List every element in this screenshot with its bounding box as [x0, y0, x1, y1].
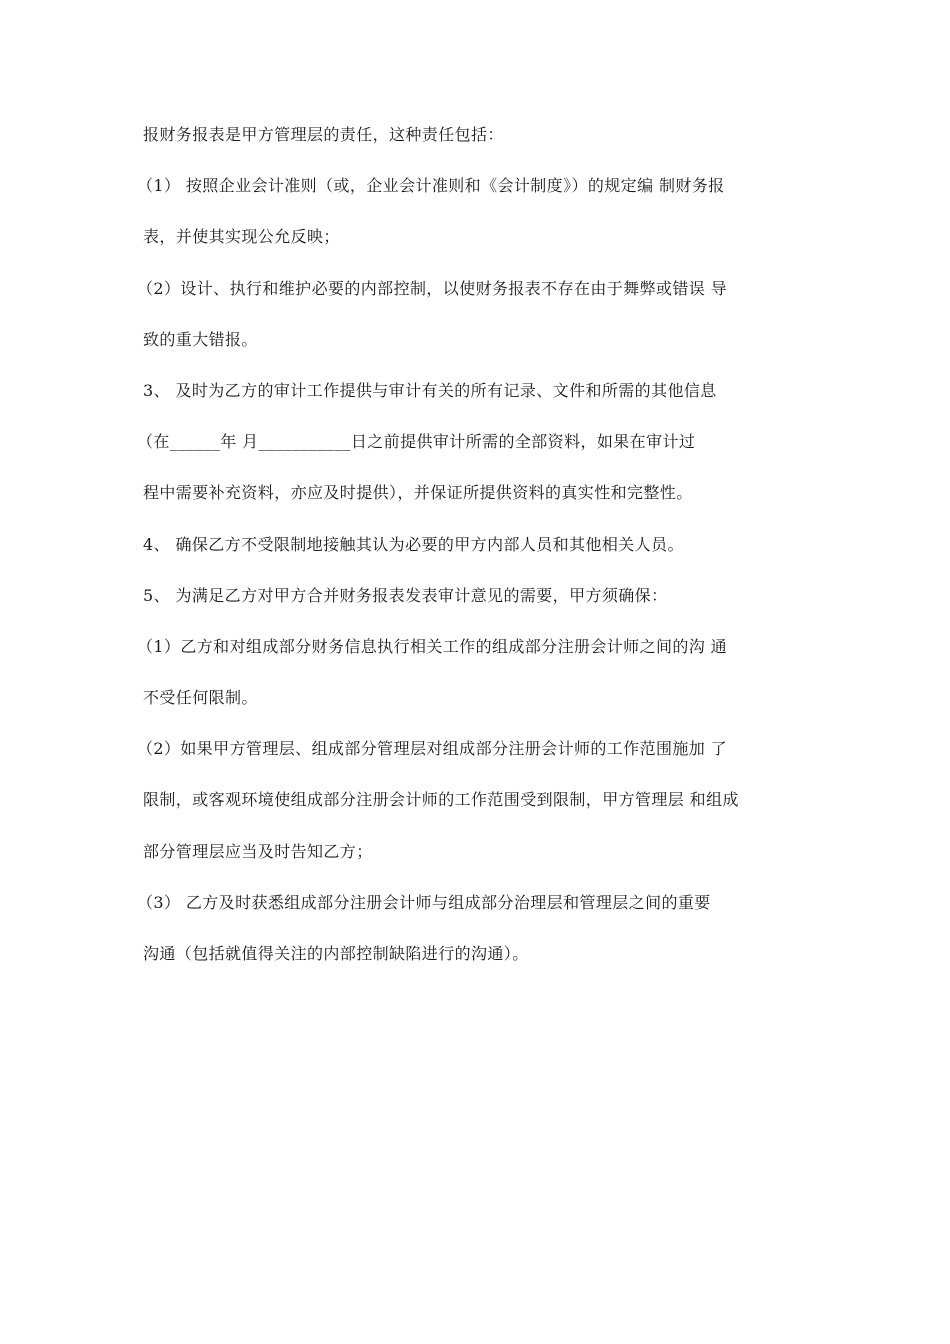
text-line: 沟通（包括就值得关注的内部控制缺陷进行的沟通）。 — [143, 944, 529, 963]
text-line: 部分管理层应当及时告知乙方； — [143, 841, 373, 861]
text-line: 致的重大错报。 — [143, 329, 258, 349]
text-line: 表，并使其实现公允反映； — [143, 227, 340, 247]
document-body — [137, 122, 823, 992]
text-line: （在______年 月___________日之前提供审计所需的全部资料，如果在审计过 — [137, 432, 696, 452]
text-line: （3） 乙方及时获悉组成部分注册会计师与组成部分治理层和管理层之间的重要 — [137, 892, 711, 912]
text-line: 不受任何限制。 — [143, 688, 258, 708]
text-line: （2）设计、执行和维护必要的内部控制，以使财务报表不存在由于舞弊或错误 导 — [137, 278, 728, 298]
text-line: 3、 及时为乙方的审计工作提供与审计有关的所有记录、文件和所需的其他信息 — [143, 380, 717, 400]
text-line: 程中需要补充资料，亦应及时提供），并保证所提供资料的真实性和完整性。 — [143, 483, 693, 503]
text-line: （1） 按照企业会计准则（或，企业会计准则和《会计制度》）的规定编 制财务报 — [137, 176, 725, 196]
text-line: 限制，或客观环境使组成部分注册会计师的工作范围受到限制，甲方管理层 和组成 — [143, 790, 739, 810]
text-line: 报财务报表是甲方管理层的责任，这种责任包括： — [143, 125, 504, 144]
text-line: （2）如果甲方管理层、组成部分管理层对组成部分注册会计师的工作范围施加 了 — [137, 739, 728, 759]
text-line: 5、 为满足乙方对甲方合并财务报表发表审计意见的需要，甲方须确保： — [143, 585, 668, 605]
text-line: （1）乙方和对组成部分财务信息执行相关工作的组成部分注册会计师之间的沟 通 — [137, 636, 728, 656]
text-line: 4、 确保乙方不受限制地接触其认为必要的甲方内部人员和其他相关人员。 — [143, 534, 684, 554]
